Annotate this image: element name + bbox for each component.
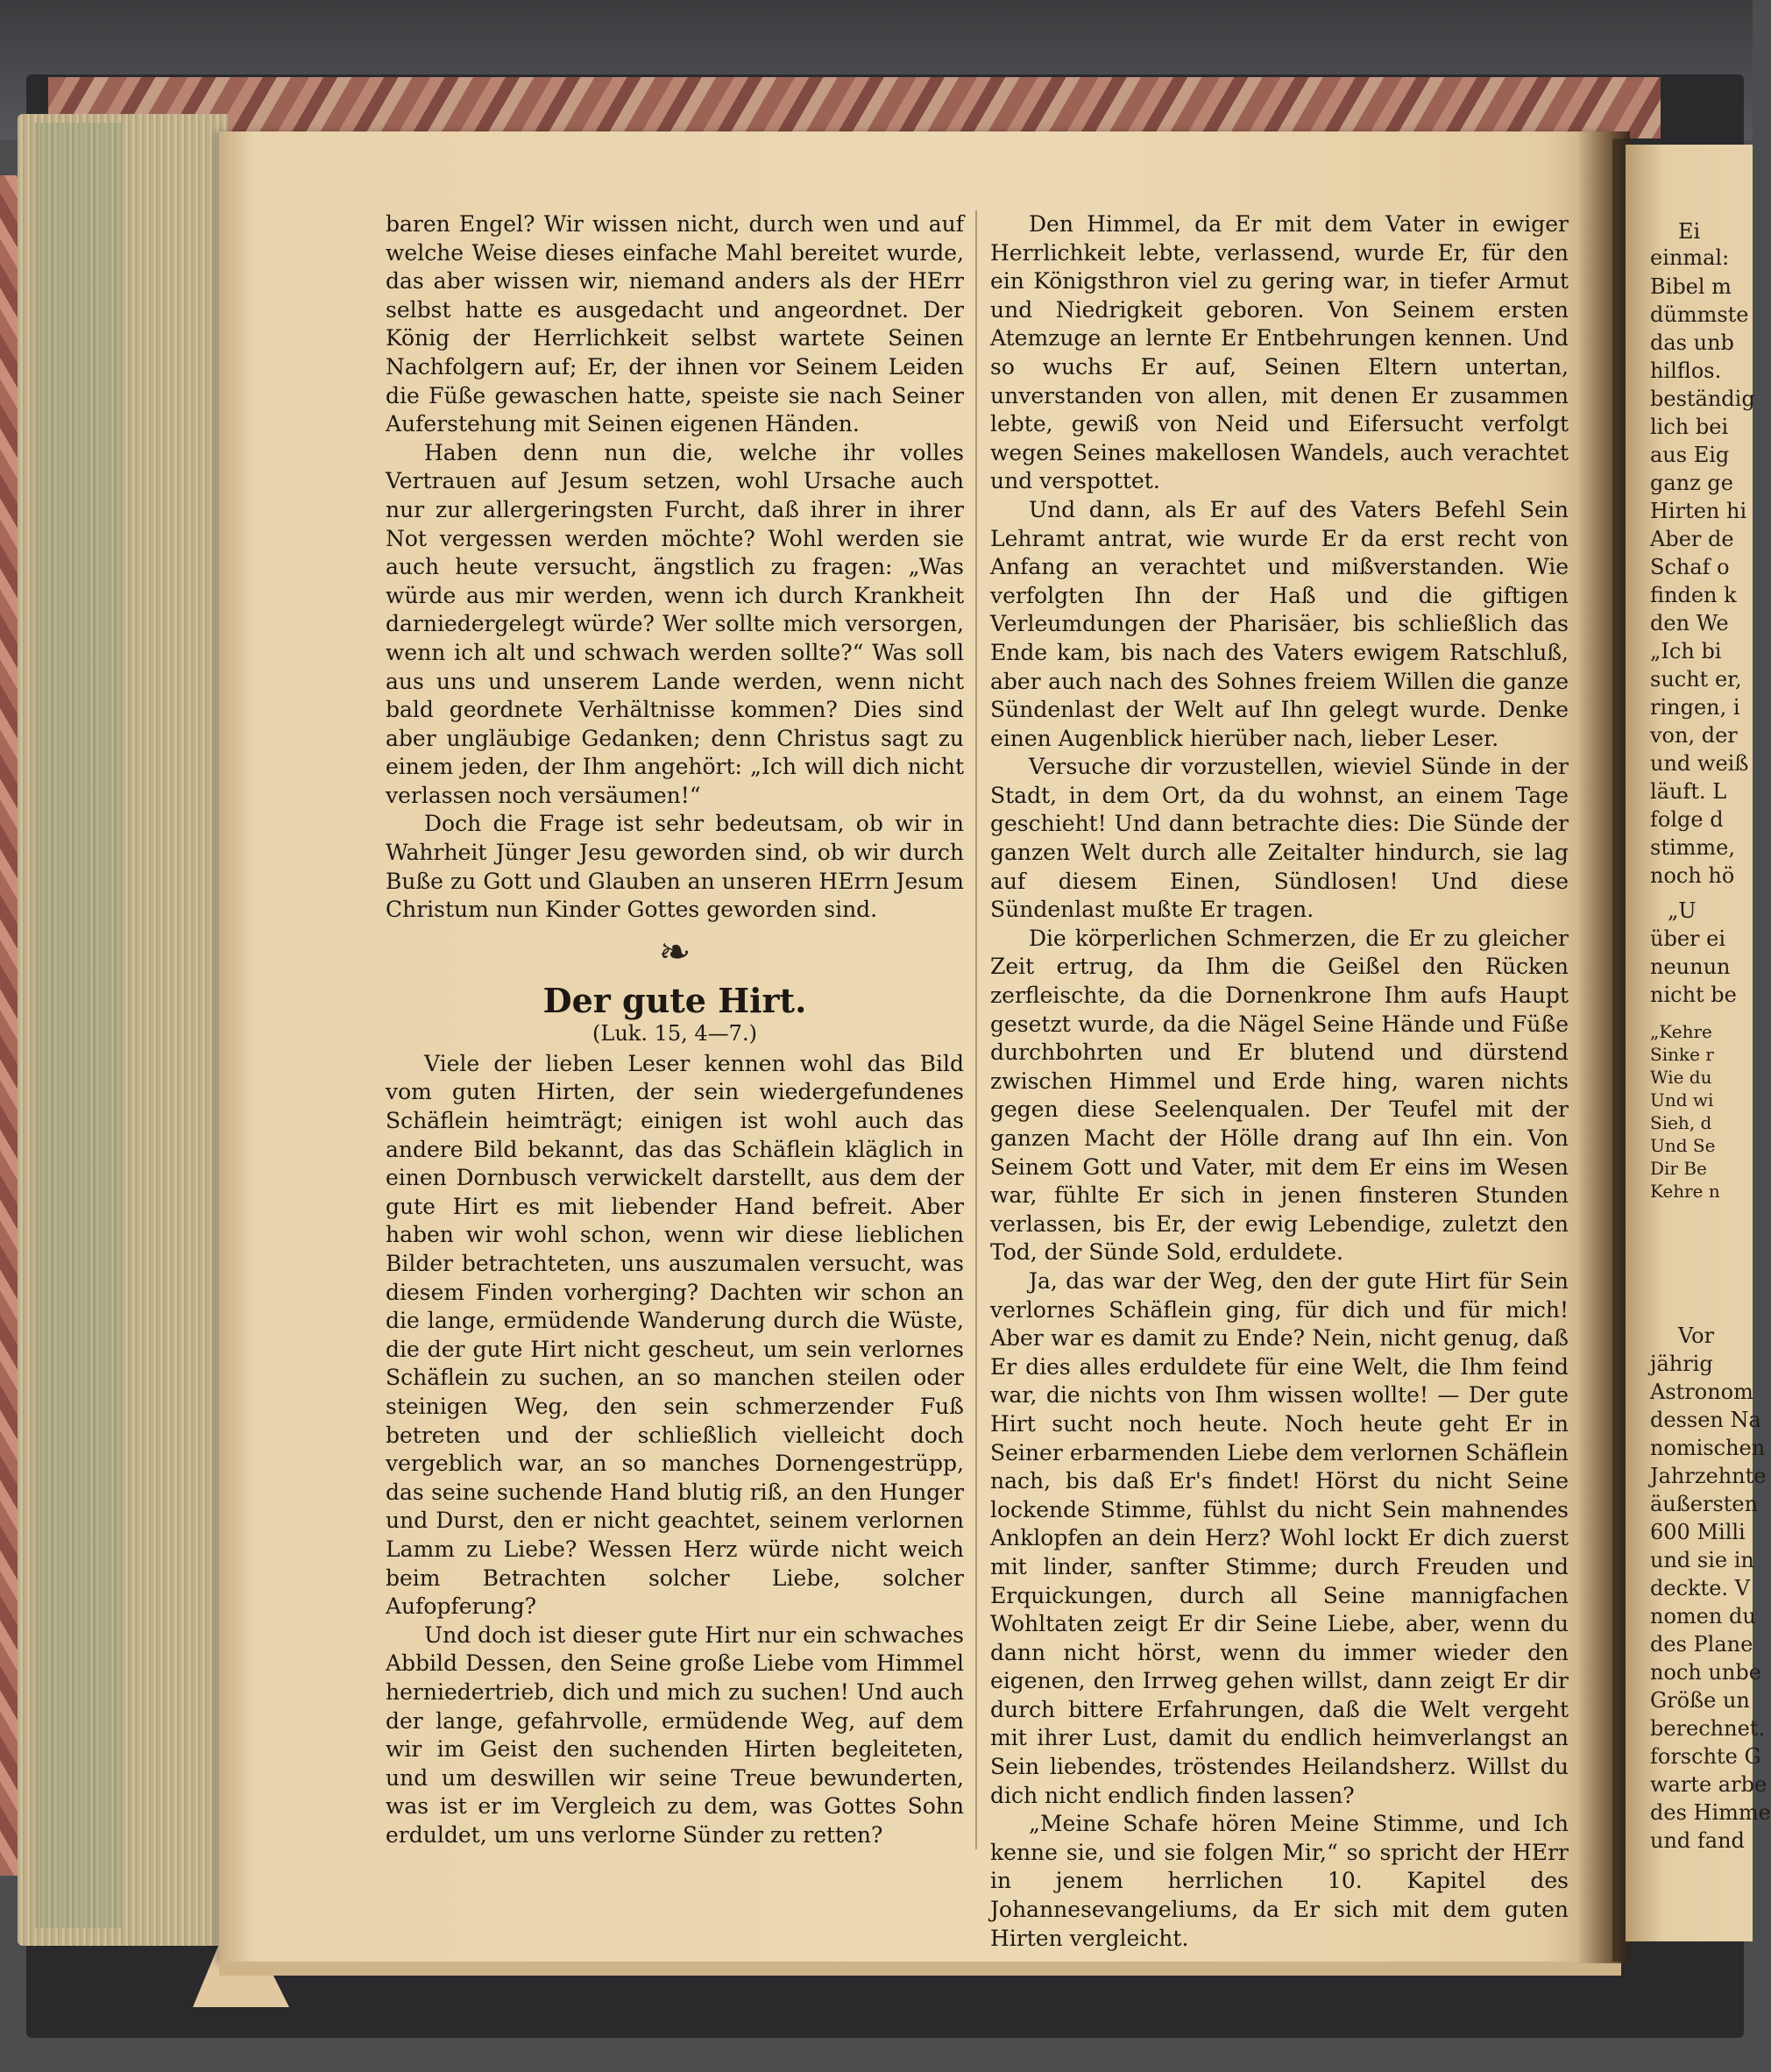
page-stack-tint <box>35 123 123 1928</box>
next-page-text-fragment: einmal: <box>1650 245 1730 270</box>
next-page-text-fragment: Aber de <box>1650 527 1734 551</box>
next-page-text-fragment: noch hö <box>1650 863 1735 888</box>
next-page-text-fragment: Jahrzehnte <box>1650 1464 1767 1488</box>
next-page-text-fragment: des Plane <box>1650 1632 1753 1657</box>
left-text-column <box>386 210 964 1849</box>
next-page-text-fragment: Hirten hi <box>1650 499 1747 523</box>
next-page-text-fragment: sucht er, <box>1650 667 1742 692</box>
next-page-text-fragment: jährig <box>1650 1352 1713 1376</box>
paragraph: Haben denn nun die, welche ihr volles Vertrauen auf Jesum setzen, wohl Ursache auch nur zur allergeringsten Furcht, daß ihrer in ihrer Not vergessen werden möchte? Wohl werden sie auch heute versucht, ängstlich zu fragen: „Was würde aus mir werden, wenn ich durch Krankheit darniedergelegt würde? Wer sollte mich versorgen, wenn ich alt und schwach werden sollte?“ Was soll aus uns und unserem Lande werden, wenn nicht bald geordnete Verhältnisse kommen? Dies sind aber ungläubige Gedanken; denn Christus sagt zu einem jeden, der Ihm angehört: „Ich will dich nicht verlassen noch versäumen!“ <box>386 439 964 808</box>
next-page-text-fragment: aus Eig <box>1650 443 1730 467</box>
paragraph: Und doch ist dieser gute Hirt nur ein schwaches Abbild Dessen, den Seine große Liebe vom Himmel herniedertrieb, dich und mich zu suchen! Und auch der lange, gefahrvolle, ermüdende Weg, auf dem wir im Geist den suchenden Hirten begleiteten, und um deswillen wir seine Treue bewunderten, was ist er im Vergleich zu dem, was Gottes Sohn erduldet, um uns verlorne Sünder zu retten? <box>386 1621 964 1848</box>
next-page-text-fragment: Größe un <box>1650 1688 1750 1713</box>
paragraph: Den Himmel, da Er mit dem Vater in ewiger Herrlichkeit lebte, verlassend, wurde Er, für den ein Königsthron viel zu gering war, in tiefer Armut und Niedrigkeit geboren. Von Seinem ersten Atemzuge an lernte Er Entbehrungen kennen. Und so wuchs Er auf, Seinen Eltern untertan, unverstanden von allen, mit denen Er zusammen lebte, gewiß von Neid und Eifersucht verfolgt wegen Seines makellosen Wandels, auch verachtet und verspottet. <box>990 211 1569 494</box>
next-page-text-fragment: beständig <box>1650 387 1755 411</box>
next-page-text-fragment: nomischen <box>1650 1436 1766 1460</box>
next-page-text-fragment: Astronom <box>1650 1380 1753 1404</box>
next-page-text-fragment: Kehre n <box>1650 1181 1720 1202</box>
next-page-text-fragment: dessen Na <box>1650 1408 1761 1432</box>
next-page-text-fragment: lich bei <box>1650 415 1729 439</box>
paragraph: Die körperlichen Schmerzen, die Er zu gleicher Zeit ertrug, da Ihm die Geißel den Rücken zerfleischte, da die Dornenkrone Ihm aufs Haupt gesetzt wurde, da die Nägel Seine Hände und Füße durchbohrten und Er blutend und dürstend zwischen Himmel und Erde hing, waren nichts gegen diese Seelenqualen. Der Teufel mit der ganzen Macht der Hölle drang auf Ihn ein. Von Seinem Gott und Vater, mit dem Er eins im Wesen war, fühlte Er sich in jenen finsteren Stunden verlassen, bis Er, der ewig Lebendige, zuletzt den Tod, der Sünde Sold, erduldete. <box>990 925 1569 1266</box>
paragraph: „Meine Schafe hören Meine Stimme, und Ich kenne sie, und sie folgen Mir,“ so spricht der HErr in jenem herrlichen 10. Kapitel des Johannesevangeliums, da Er sich mit dem guten Hirten vergleicht. <box>990 1811 1569 1951</box>
page-bottom-edge <box>219 1962 1621 1976</box>
next-page-text-fragment: berechnet. <box>1650 1716 1766 1741</box>
next-page-text-fragment: Und Se <box>1650 1135 1716 1156</box>
next-page-text-fragment: neunun <box>1650 954 1731 979</box>
next-page-text-fragment: Sinke r <box>1650 1044 1714 1065</box>
next-page-text-fragment: folge d <box>1650 807 1724 832</box>
article-title: Der gute Hirt. <box>542 980 807 1020</box>
paragraph: Doch die Frage ist sehr bedeutsam, ob wir in Wahrheit Jünger Jesu geworden sind, ob wir durch Buße zu Gott und Glauben an unseren HErrn Jesum Christum nun Kinder Gottes geworden sind. <box>386 811 964 923</box>
paragraph: Und dann, als Er auf des Vaters Befehl Sein Lehramt antrat, wie wurde Er da erst recht von Anfang an verachtet und mißverstanden. Wie verfolgten Ihn der Haß und die giftigen Verleumdungen der Pharisäer, bis schließlich das Ende kam, bis nach des Vaters ewigem Ratschluß, aber auch nach des Sohnes freiem Willen die ganze Sündenlast der Welt auf Ihn gelegt wurde. Denke einen Augenblick hierüber nach, lieber Leser. <box>990 496 1569 751</box>
next-page-text-fragment: Und wi <box>1650 1089 1714 1111</box>
next-page-text-fragment: ringen, i <box>1650 695 1740 720</box>
next-page-text-fragment: Dir Be <box>1650 1158 1707 1179</box>
paragraph: Viele der lieben Leser kennen wohl das Bild vom guten Hirten, der sein wiedergefundenes Schäflein heimträgt; einigen ist wohl auch das andere Bild bekannt, das das Schäflein kläglich in einen Dornbusch verwickelt darstellt, aus dem der gute Hirt es mit liebender Hand befreit. Aber haben wir wohl schon, wenn wir diese lieblichen Bilder betrachteten, uns auszumalen versucht, was diesem Finden vorherging? Dachten wir schon an die lange, ermüdende Wanderung durch die Wüste, die der gute Hirt nicht gescheut, um sein verlornes Schäflein zu suchen, an so manchen steilen oder steinigen Weg, den sein schmerzender Fuß betreten und der schließlich vielleicht doch vergeblich war, an so manches Dornengestrüpp, das seine suchende Hand blutig riß, an den Hunger und Durst, den er nicht geachtet, seinem verlornen Lamm zu Liebe? Wessen Herz würde nicht weich beim Betrachten solcher Liebe, solcher Aufopferung? <box>386 1050 964 1620</box>
next-page-text-fragment: von, der <box>1650 723 1738 748</box>
next-page-text-fragment: und sie in <box>1650 1548 1754 1572</box>
next-page-text-fragment: und weiß <box>1650 751 1749 776</box>
next-page-text-fragment: warte arbe <box>1650 1772 1767 1797</box>
next-page-text-fragment: forschte G <box>1650 1744 1761 1769</box>
column-divider <box>975 210 977 1849</box>
next-page-text-fragment: Bibel m <box>1650 274 1732 299</box>
next-page-text-fragment: Ei <box>1678 219 1701 244</box>
next-page-text-fragment: finden k <box>1650 583 1737 607</box>
book-gutter <box>1577 131 1630 1963</box>
scripture-reference: (Luk. 15, 4—7.) <box>592 1020 757 1046</box>
fleuron-ornament-icon: ❧ <box>658 929 691 975</box>
paragraph: Versuche dir vorzustellen, wieviel Sünde in der Stadt, in dem Ort, da du wohnst, an einem Tage geschieht! Und dann betrachte dies: Die Sünde der ganzen Welt durch alle Zeitalter hindurch, sie lag auf diesem Einen, Sündlosen! Und diese Sündenlast mußte Er tragen. <box>990 754 1569 923</box>
next-page-text-fragment: hilflos. <box>1650 358 1722 383</box>
next-page-text-fragment: des Himme <box>1650 1800 1771 1825</box>
paragraph: Ja, das war der Weg, den der gute Hirt für Sein verlornes Schäflein ging, für dich und für mich! Aber war es damit zu Ende? Nein, nicht genug, daß Er dies alles erduldete für eine Welt, die Ihm feind war, die nichts von Ihm wissen wollte! — Der gute Hirt sucht noch heute. Noch heute geht Er in Seiner erbarmenden Liebe dem verlornen Schäflein nach, bis daß Er's findet! Hörst du nicht Seine lockende Stimme, fühlst du nicht Sein mahnendes Anklopfen an dein Herz? Wohl lockt Er dich zuerst mit linder, sanfter Stimme; durch Freuden und Erquickungen, durch all Seine mannigfachen Wohltaten zeigt Er dir Seine Liebe, aber, wenn du dann nicht hörst, wenn du immer wieder den eigenen, den Irrweg gehen willst, dann zeigt Er dir durch bittere Erfahrungen, daß die Welt vergeht mit ihrer Lust, damit du endlich heimverlangst an Sein liebendes, tröstendes Heilandsherz. Willst du dich nicht endlich finden lassen? <box>990 1267 1569 1808</box>
next-page-text-fragment: das unb <box>1650 330 1734 355</box>
next-page-edge <box>1626 145 1771 1941</box>
next-page-text-fragment: Wie du <box>1650 1067 1712 1088</box>
marbled-edge-top <box>48 77 1661 138</box>
next-page-text-fragment: „Ich bi <box>1650 639 1722 663</box>
next-page-text-fragment: ganz ge <box>1650 471 1733 495</box>
next-page-text-fragment: läuft. L <box>1650 779 1727 804</box>
next-page-text-fragment: und fand <box>1650 1828 1745 1853</box>
next-page-text-fragment: äußersten <box>1650 1492 1759 1516</box>
next-page-text-fragment: den We <box>1650 611 1729 635</box>
next-page-text-fragment: „Kehre <box>1650 1021 1712 1042</box>
next-page-text-fragment: Sieh, d <box>1650 1112 1712 1133</box>
next-page-text-fragment: dümmste <box>1650 302 1749 327</box>
next-page-text-fragment: nicht be <box>1650 983 1737 1007</box>
next-page-text-fragment: nomen du <box>1650 1604 1756 1629</box>
next-page-text-fragment: stimme, <box>1650 835 1735 860</box>
next-page-text-fragment: Schaf o <box>1650 555 1730 579</box>
next-page-text-fragment: noch unbe <box>1650 1660 1761 1685</box>
next-page-text-fragment: Vor <box>1678 1323 1715 1348</box>
next-page-text-fragment: über ei <box>1650 926 1726 951</box>
right-text-column <box>990 210 1569 1953</box>
paragraph: baren Engel? Wir wissen nicht, durch wen und auf welche Weise dieses einfache Mahl bereitet wurde, das aber wissen wir, niemand anders als der HErr selbst hatte es ausgedacht und angeordnet. Der König der Herrlichkeit selbst wartete Seinen Nachfolgern auf; Er, der ihnen vor Seinem Leiden die Füße gewaschen hatte, speiste sie nach Seiner Auferstehung mit Seinen eigenen Händen. <box>386 211 964 437</box>
next-page-text-fragment: „U <box>1668 898 1697 923</box>
next-page-text-fragment: 600 Milli <box>1650 1520 1746 1544</box>
next-page-text-fragment: deckte. V <box>1650 1576 1750 1600</box>
